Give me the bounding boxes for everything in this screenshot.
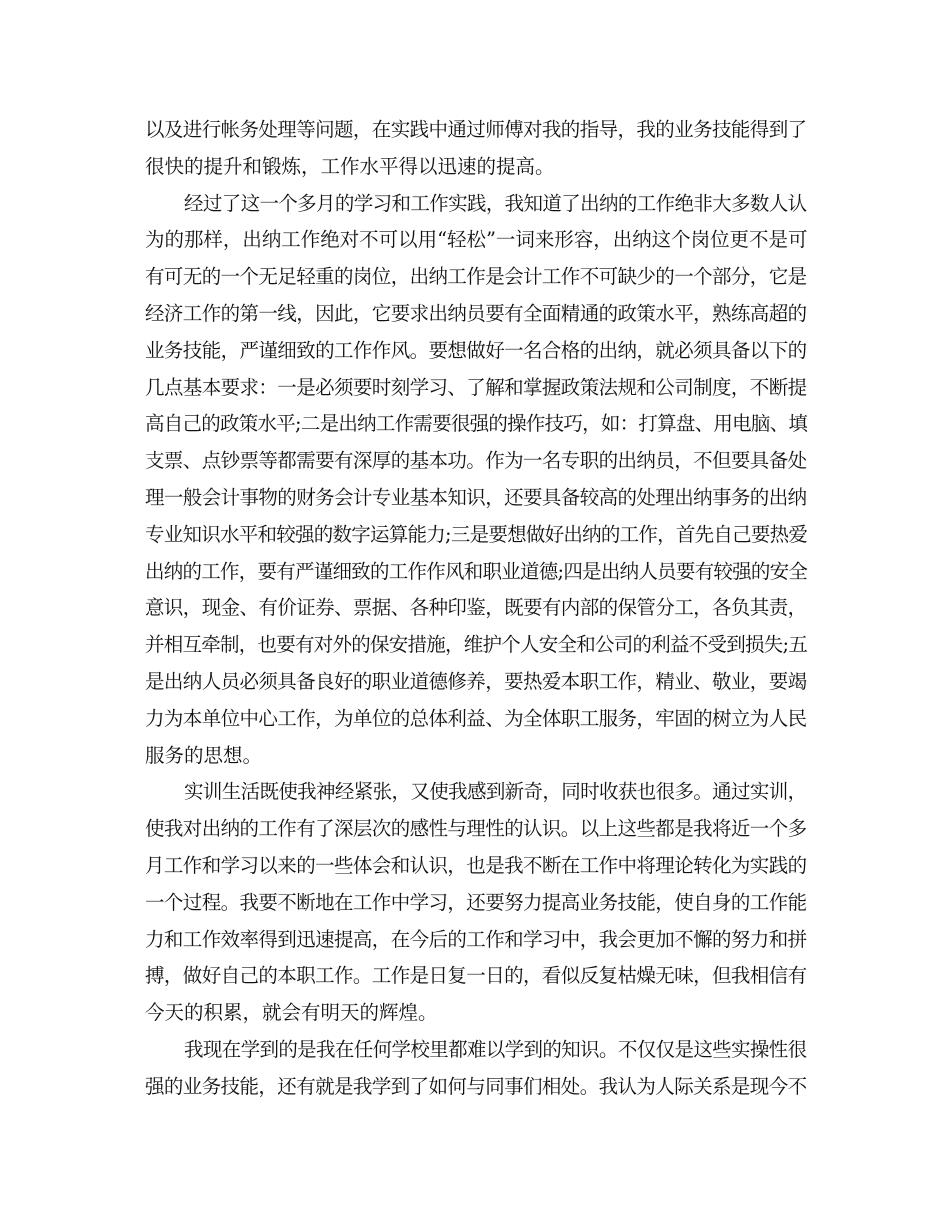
text-line: 服务的思想。 xyxy=(145,743,263,767)
text-line: 一个过程。我要不断地在工作中学习，还要努力提高业务技能，使自身的工作能 xyxy=(145,890,807,914)
text-line: 业务技能，严谨细致的工作作风。要想做好一名合格的出纳，就必须具备以下的 xyxy=(145,338,807,362)
text-line: 搏，做好自己的本职工作。工作是日复一日的，看似反复枯燥无味，但我相信有 xyxy=(145,964,807,988)
text-line: 出纳的工作，要有严谨细致的工作作风和职业道德;四是出纳人员要有较强的安全 xyxy=(145,559,808,583)
document-body xyxy=(145,112,807,1106)
text-line: 经济工作的第一线，因此，它要求出纳员要有全面精通的政策水平，熟练高超的 xyxy=(145,301,807,325)
text-line: 几点基本要求：一是必须要时刻学习、了解和掌握政策法规和公司制度，不断提 xyxy=(145,375,807,399)
text-line: 有可无的一个无足轻重的岗位，出纳工作是会计工作不可缺少的一个部分，它是 xyxy=(145,265,807,289)
text-line: 理一般会计事物的财务会计专业基本知识，还要具备较高的处理出纳事务的出纳 xyxy=(145,485,807,509)
text-line: 很快的提升和锻炼，工作水平得以迅速的提高。 xyxy=(145,154,555,178)
text-line: 意识，现金、有价证券、票据、各种印鉴，既要有内部的保管分工，各负其责， xyxy=(145,596,807,620)
paragraph-first-line: 实训生活既使我神经紧张，又使我感到新奇，同时收获也很多。通过实训， xyxy=(184,780,807,804)
text-line: 力和工作效率得到迅速提高，在今后的工作和学习中，我会更加不懈的努力和拼 xyxy=(145,927,807,951)
text-line: 以及进行帐务处理等问题，在实践中通过师傅对我的指导，我的业务技能得到了 xyxy=(145,118,807,141)
text-line: 使我对出纳的工作有了深层次的感性与理性的认识。以上这些都是我将近一个多 xyxy=(145,817,807,841)
text-line: 为的那样，出纳工作绝对不可以用“轻松”一词来形容，出纳这个岗位更不是可 xyxy=(145,228,808,252)
text-line: 月工作和学习以来的一些体会和认识，也是我不断在工作中将理论转化为实践的 xyxy=(145,853,807,877)
text-line: 支票、点钞票等都需要有深厚的基本功。作为一名专职的出纳员，不但要具备处 xyxy=(145,449,807,473)
text-line: 今天的积累，就会有明天的辉煌。 xyxy=(145,1001,438,1025)
text-line: 并相互牵制，也要有对外的保安措施，维护个人安全和公司的利益不受到损失;五 xyxy=(145,633,808,657)
paragraph-first-line: 我现在学到的是我在任何学校里都难以学到的知识。不仅仅是这些实操性很 xyxy=(184,1037,807,1061)
text-line: 力为本单位中心工作，为单位的总体利益、为全体职工服务，牢固的树立为人民 xyxy=(145,706,807,730)
text-line: 强的业务技能，还有就是我学到了如何与同事们相处。我认为人际关系是现今不 xyxy=(145,1074,807,1098)
paragraph-first-line: 经过了这一个多月的学习和工作实践，我知道了出纳的工作绝非大多数人认 xyxy=(184,191,807,215)
text-line: 是出纳人员必须具备良好的职业道德修养，要热爱本职工作，精业、敬业，要竭 xyxy=(145,669,807,693)
text-line: 专业知识水平和较强的数字运算能力;三是要想做好出纳的工作，首先自己要热爱 xyxy=(145,522,808,546)
text-line: 高自己的政策水平;二是出纳工作需要很强的操作技巧，如：打算盘、用电脑、填 xyxy=(145,412,808,436)
